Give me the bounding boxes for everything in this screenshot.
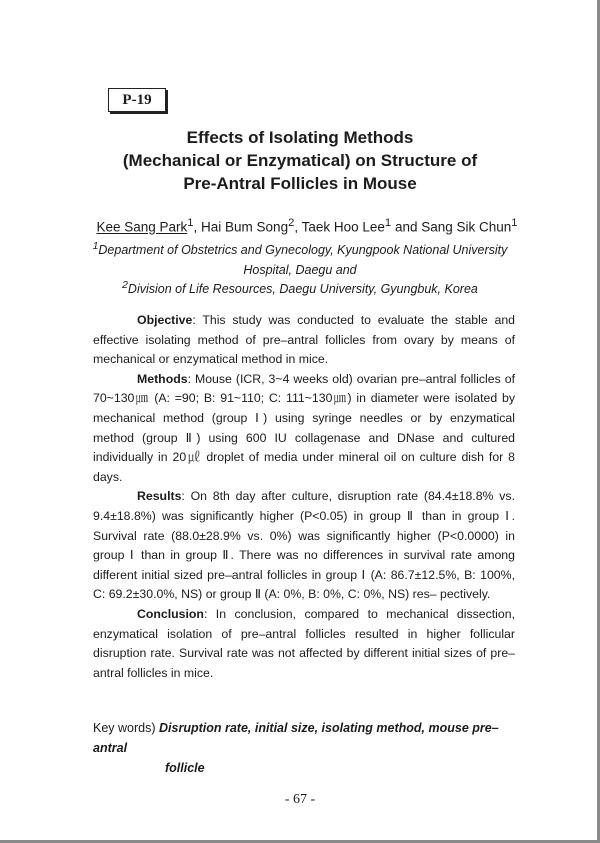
abstract	[93, 311, 515, 683]
author-4-sup: 1	[511, 217, 518, 229]
author-list	[92, 217, 522, 235]
affiliation-2	[80, 276, 520, 299]
objective-paragraph	[93, 311, 515, 370]
conclusion-paragraph	[93, 605, 515, 683]
author-1-sup: 1	[187, 217, 194, 229]
title-line-2: (Mechanical or Enzymatical) on Structure of	[122, 151, 478, 170]
author-2: , Hai Bum Song	[193, 219, 289, 235]
author-3: , Taek Hoo Lee	[294, 219, 385, 235]
page-number: - 67 -	[284, 792, 316, 807]
keywords	[93, 718, 523, 778]
objective-text: : This study was conducted to evaluate the stable and effective isolating method of pre–antral follicles from ovary by means of mechanical or enzymatical method in mice.	[93, 313, 515, 367]
poster-tag: P-19	[108, 88, 166, 112]
affiliation-2-line-1: Division of Life Resources, Daegu University, Gyungbuk, Korea	[127, 282, 478, 297]
title-line-3: Pre-Antral Follicles in Mouse	[183, 174, 417, 193]
objective-label: Objective	[137, 313, 193, 327]
affiliation-2-sup: 2	[122, 280, 128, 291]
title-line-1: Effects of Isolating Methods	[186, 128, 414, 147]
keywords-line-1: Disruption rate, initial size, isolating method, mouse pre–antral	[93, 721, 499, 755]
results-text: : On 8th day after culture, disruption rate (84.4±18.8% vs. 9.4±18.8%) was significantly higher (P<0.05) in group Ⅱ than in group Ⅰ. Survival rate (88.0±28.9% vs. 0%) was significantly higher (P<0.0000) in group Ⅰ than in group Ⅱ. There was no differences in survival rate among different initial sized pre–antral follicles in group Ⅰ (A: 86.7±12.5%, B: 100%, C: 69.2±30.0%, NS) or group Ⅱ (A: 0%, B: 0%, C: 0%, NS) res– pectively.	[93, 489, 515, 602]
methods-text: : Mouse (ICR, 3~4 weeks old) ovarian pre–antral follicles of 70~130㎛ (A: =90; B: 91~110; C: 111~130㎛) in diameter were isolated by mechanical method (group Ⅰ) using syringe needles or by enzymatical method (group Ⅱ) using 600 IU collagenase and DNase and cultured individually in 20㎕ droplet of media under mineral oil on culture dish for 8 days.	[93, 371, 515, 484]
methods-label: Methods	[137, 371, 188, 386]
author-4: and Sang Sik Chun	[391, 219, 512, 235]
affiliation-1-sup: 1	[92, 241, 99, 252]
affiliation-1-line-2: Hospital, Daegu and	[243, 263, 357, 278]
keywords-label: Key words)	[93, 721, 159, 735]
author-2-sup: 2	[288, 217, 295, 229]
keywords-line-2: follicle	[165, 761, 205, 775]
author-3-sup: 1	[384, 217, 392, 229]
methods-paragraph	[93, 370, 515, 488]
affiliation-1	[80, 237, 520, 280]
results-paragraph	[93, 487, 515, 605]
affiliation-1-line-1: Department of Obstetrics and Gynecology, Kyungpook National University	[98, 243, 508, 258]
author-1: Kee Sang Park	[96, 219, 188, 235]
paper-title	[80, 126, 520, 195]
conclusion-label: Conclusion	[137, 606, 204, 621]
conclusion-text: : In conclusion, compared to mechanical dissection, enzymatical isolation of pre–antral follicles resulted in higher follicular disruption rate. Survival rate was not affected by different initial sizes of pre–antral follicles in mice.	[93, 606, 515, 680]
results-label: Results	[137, 489, 182, 504]
